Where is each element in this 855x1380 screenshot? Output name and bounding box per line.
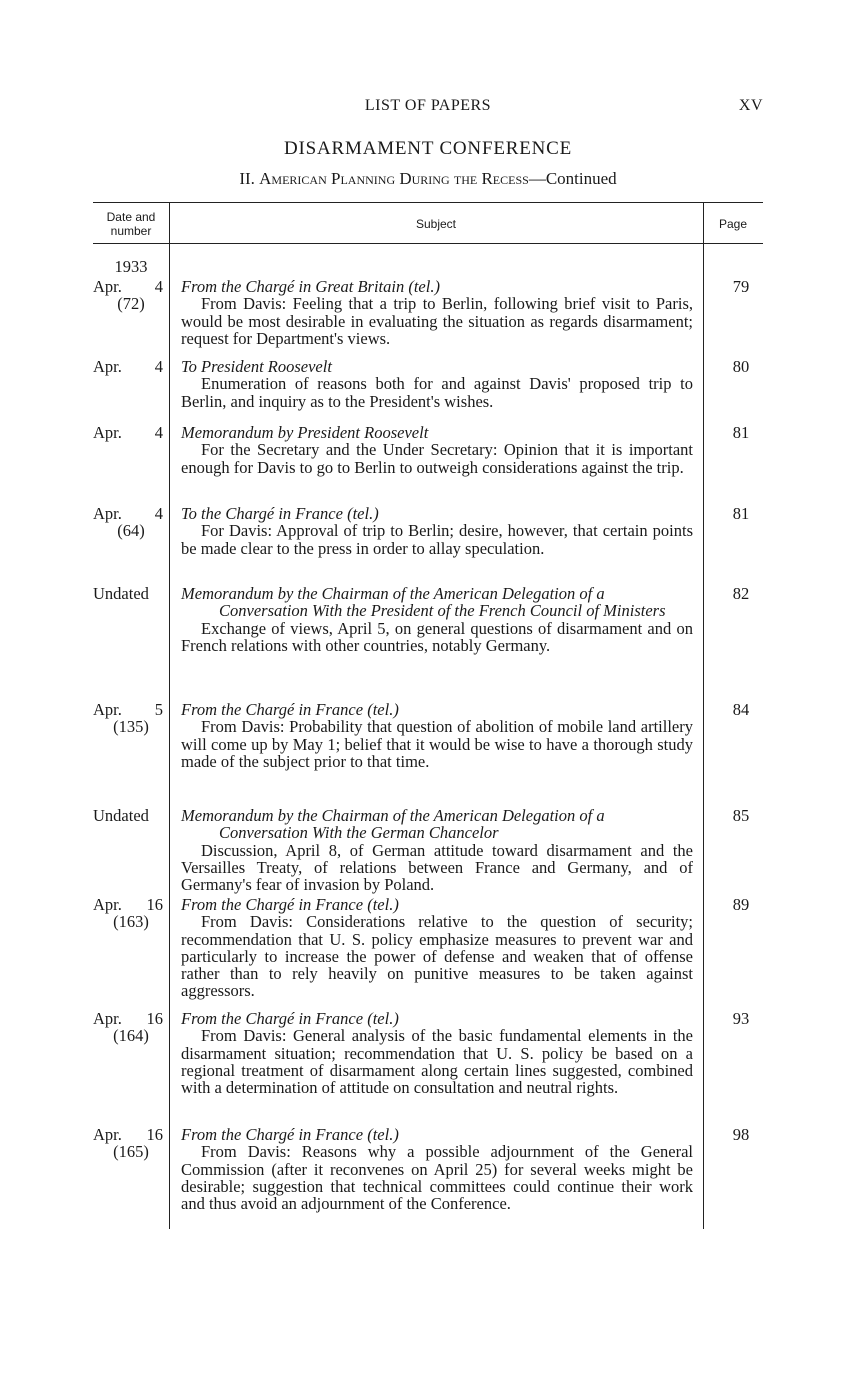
entry-day: 16 — [146, 895, 163, 914]
entry-heading: From the Chargé in France (tel.) — [181, 1125, 399, 1144]
entry-description: From Davis: Feeling that a trip to Berlin, following brief visit to Paris, would be most desirable in evaluating the situation as regards disarmament; request for Department's views. — [181, 294, 693, 348]
entry-subject — [181, 424, 693, 476]
running-head — [93, 97, 763, 119]
subsection-number: II. — [239, 169, 260, 188]
entry-date — [93, 701, 163, 736]
column-header — [93, 202, 763, 244]
entry-heading-suffix: (tel.) — [367, 700, 399, 719]
entry-month: Apr. — [93, 1009, 122, 1028]
entry-description: From Davis: Considerations relative to the question of security; recommendation that U. S. policy emphasize measures to prevent war and particularly to increase the power of defense and weaken that of offense rather than to rely heavily on punitive measures to be taken against aggressors. — [181, 912, 693, 1001]
entry-description: Discussion, April 8, of German attitude toward disarmament and the Versailles Treaty, of relations between France and Germany, and of Germany's fear of invasion by Poland. — [181, 840, 693, 895]
entry-date — [93, 278, 163, 313]
entry-date — [93, 585, 163, 602]
entry-subject — [181, 585, 693, 654]
entry-date — [93, 896, 163, 931]
entry-heading: From the Chargé in France (tel.) — [181, 1009, 399, 1028]
entry-number: (164) — [113, 1026, 149, 1046]
entry-description: From Davis: Reasons why a possible adjournment of the General Commission (after it reconvenes on April 25) for several weeks might be desirable; suggestion that technical committees could continue their work and thus avoid an adjournment of the Conference. — [181, 1142, 693, 1214]
entry-page: 85 — [732, 806, 750, 825]
entry-page: 84 — [732, 700, 750, 719]
entry-undated: Undated — [93, 806, 149, 825]
entry-heading: To President Roosevelt — [181, 357, 332, 376]
entry-description: From Davis: General analysis of the basic fundamental elements in the disarmament situation; recommendation that U. S. policy be based on a regional treatment of disarmament along certain lines suggested, combined with a determination of attitude on consultation and neutral rights. — [181, 1026, 693, 1098]
entry-subject — [181, 1010, 693, 1096]
entry-description: For Davis: Approval of trip to Berlin; desire, however, that certain points be made clear to the press in order to allay speculation. — [181, 521, 693, 558]
entry-heading-suffix: (tel.) — [367, 895, 399, 914]
subsection-suffix: —Continued — [528, 169, 617, 188]
entry-description: Enumeration of reasons both for and against Davis' proposed trip to Berlin, and inquiry as to the President's wishes. — [181, 374, 693, 411]
entry-heading-suffix: (tel.) — [408, 277, 440, 296]
entry-heading-suffix: (tel.) — [347, 504, 379, 523]
entry-day: 16 — [146, 1009, 163, 1028]
entry-subject — [181, 807, 693, 893]
entry-number: (64) — [117, 521, 145, 541]
entry-heading: From the Chargé in France (tel.) — [181, 895, 399, 914]
entry-date — [93, 424, 163, 441]
entry-description: From Davis: Probability that question of abolition of mobile land artillery will come up by May 1; belief that it would be wise to have a thorough study made of the subject prior to that time. — [181, 717, 693, 771]
page-column-header: Page — [718, 217, 748, 231]
entry-heading-suffix: (tel.) — [367, 1009, 399, 1028]
entry-day: 4 — [154, 357, 163, 376]
entry-subject — [181, 505, 693, 557]
subsection-name: American Planning During the Recess — [259, 169, 529, 188]
entry-heading: Memorandum by President Roosevelt — [181, 423, 429, 442]
entry-heading: Memorandum by the Chairman of the American Delegation of a Conversation With the President of the French Council of Ministers — [181, 584, 666, 621]
entry-date — [93, 807, 163, 824]
entry-day: 4 — [154, 423, 163, 442]
page-number: XV — [738, 97, 763, 114]
entry-description: Exchange of views, April 5, on general questions of disarmament and on French relations with other countries, notably Germany. — [181, 618, 693, 655]
entry-month: Apr. — [93, 277, 122, 296]
entry-heading: To the Chargé in France (tel.) — [181, 504, 379, 523]
entry-day: 4 — [154, 277, 163, 296]
running-head-title: LIST OF PAPERS — [364, 97, 492, 114]
subject-column-header: Subject — [415, 217, 457, 231]
entry-number: (163) — [113, 912, 149, 932]
entry-month: Apr. — [93, 423, 122, 442]
entry-month: Apr. — [93, 700, 122, 719]
subsection-title — [93, 169, 763, 189]
entry-page: 79 — [732, 277, 750, 296]
entry-page: 80 — [732, 357, 750, 376]
entry-page: 81 — [732, 504, 750, 523]
section-title: DISARMAMENT CONFERENCE — [283, 138, 573, 159]
entry-day: 16 — [146, 1125, 163, 1144]
entry-subject — [181, 358, 693, 410]
date-header-line1: Date and — [106, 210, 156, 224]
entry-heading: Memorandum by the Chairman of the American Delegation of a Conversation With the German Chancelor — [181, 806, 605, 843]
date-column-header — [93, 210, 169, 238]
entry-page: 82 — [732, 584, 750, 603]
entry-subject — [181, 701, 693, 770]
entry-month: Apr. — [93, 504, 122, 523]
entry-number: (72) — [117, 294, 145, 314]
entry-subject — [181, 278, 693, 347]
entry-subject — [181, 1126, 693, 1212]
entry-heading: From the Chargé in France (tel.) — [181, 700, 399, 719]
entry-page: 89 — [732, 895, 750, 914]
entry-number: (165) — [113, 1142, 149, 1162]
entry-month: Apr. — [93, 1125, 122, 1144]
entry-description: For the Secretary and the Under Secretary: Opinion that it is important enough for Davis to go to Berlin to outweigh considerations against the trip. — [181, 440, 693, 477]
entry-undated: Undated — [93, 584, 149, 603]
entry-subject — [181, 896, 693, 1000]
entry-heading: From the Chargé in Great Britain (tel.) — [181, 277, 440, 296]
entry-number: (135) — [113, 717, 149, 737]
entry-page: 81 — [732, 423, 750, 442]
entry-month: Apr. — [93, 357, 122, 376]
date-header-line2: number — [110, 224, 152, 238]
entry-day: 4 — [154, 504, 163, 523]
entry-page: 98 — [732, 1125, 750, 1144]
entry-date — [93, 358, 163, 375]
entry-month: Apr. — [93, 895, 122, 914]
entry-date — [93, 505, 163, 540]
year-label: 1933 — [114, 257, 148, 276]
entry-page: 93 — [732, 1009, 750, 1028]
entry-date — [93, 1010, 163, 1045]
entry-date — [93, 1126, 163, 1161]
entry-day: 5 — [154, 700, 163, 719]
entry-heading-suffix: (tel.) — [367, 1125, 399, 1144]
column-divider-left — [169, 202, 170, 1229]
